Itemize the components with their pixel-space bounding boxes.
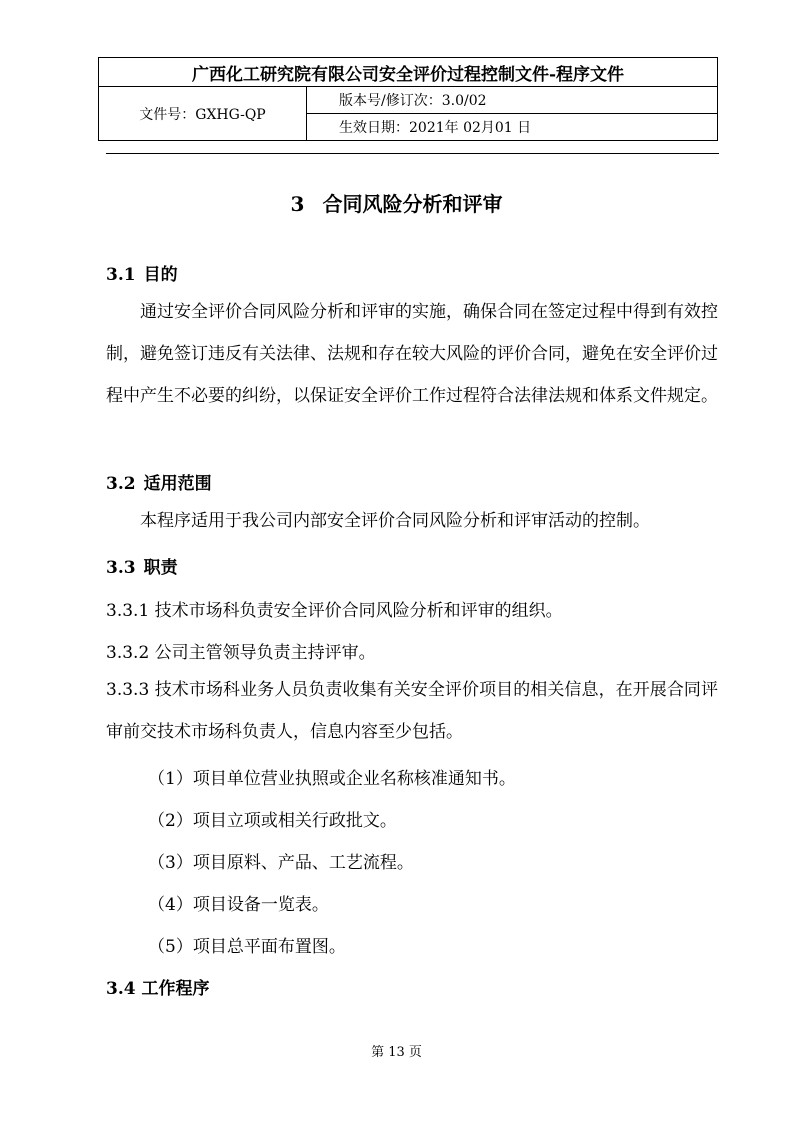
section-heading-3-1 bbox=[106, 260, 178, 285]
chapter-title-text: 合同风险分析和评审 bbox=[322, 192, 503, 216]
list-item: （1）项目单位营业执照或企业名称核准通知书。 bbox=[148, 769, 516, 789]
responsibility-item-3-3-2: 3.3.2 公司主管领导负责主持评审。 bbox=[106, 643, 376, 663]
purpose-paragraph: 通过安全评价合同风险分析和评审的实施，确保合同在签定过程中得到有效控制，避免签订违反有关法律、法规和存在较大风险的评价合同，避免在安全评价过程中产生不必要的纠纷，以保证安全评价工作过程符合法律法规和体系文件规定。 bbox=[106, 302, 718, 406]
list-item: （4）项目设备一览表。 bbox=[148, 895, 329, 915]
responsibility-item-3-3-1: 3.3.1 技术市场科负责安全评价合同风险分析和评审的组织。 bbox=[106, 601, 563, 621]
effective-date: 生效日期：2021年 02月01 日 bbox=[307, 114, 718, 141]
chapter-title bbox=[0, 188, 793, 217]
header-divider bbox=[106, 153, 719, 154]
page-number: 第 13 页 bbox=[371, 1045, 422, 1060]
section-title: 目的 bbox=[143, 265, 178, 285]
section-title: 适用范围 bbox=[143, 474, 212, 494]
list-item: （5）项目总平面布置图。 bbox=[148, 937, 346, 957]
section-heading-3-3 bbox=[106, 553, 178, 578]
document-header-table bbox=[98, 57, 718, 141]
section-title: 职责 bbox=[143, 558, 178, 578]
list-item: （2）项目立项或相关行政批文。 bbox=[148, 811, 397, 831]
scope-paragraph: 本程序适用于我公司内部安全评价合同风险分析和评审活动的控制。 bbox=[140, 511, 650, 531]
version-number: 版本号/修订次：3.0/02 bbox=[307, 87, 718, 114]
section-number: 3.2 bbox=[106, 474, 136, 494]
section-number: 3.3 bbox=[106, 558, 136, 578]
file-number: 文件号：GXHG-QP bbox=[99, 87, 307, 141]
section-number: 3.1 bbox=[106, 265, 136, 285]
chapter-number: 3 bbox=[290, 192, 305, 216]
responsibility-item-3-3-3: 3.3.3 技术市场科业务人员负责收集有关安全评价项目的相关信息，在开展合同评审前交技术市场科负责人，信息内容至少包括。 bbox=[106, 680, 718, 742]
list-item: （3）项目原料、产品、工艺流程。 bbox=[148, 853, 414, 873]
section-heading-3-4: 3.4 工作程序 bbox=[106, 979, 210, 999]
section-heading-3-2 bbox=[106, 469, 212, 494]
header-title: 广西化工研究院有限公司安全评价过程控制文件-程序文件 bbox=[99, 58, 718, 87]
